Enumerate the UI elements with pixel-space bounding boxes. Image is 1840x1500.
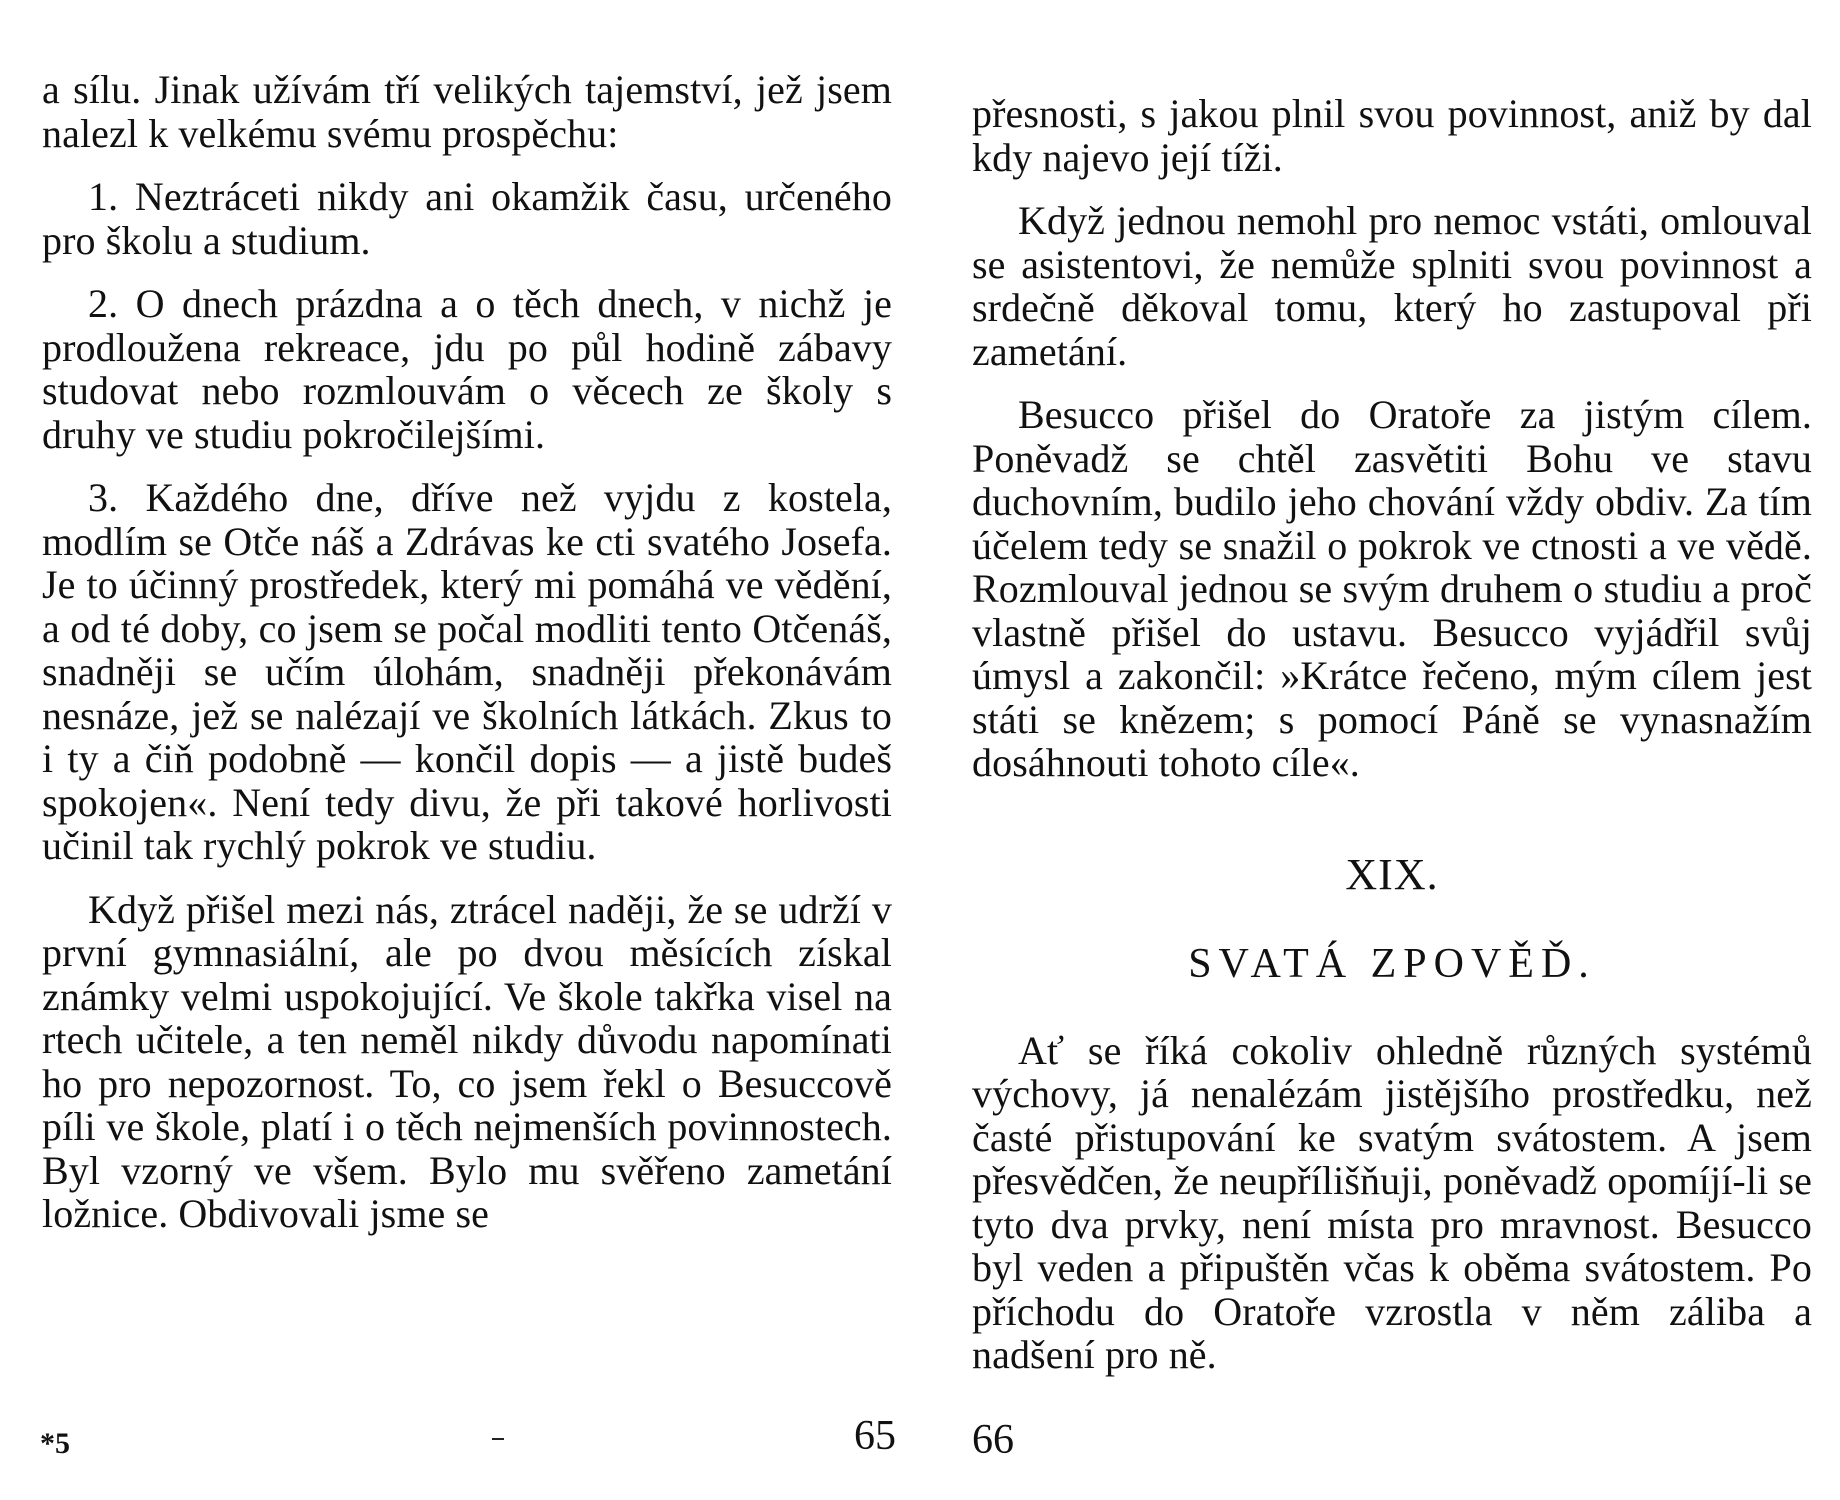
right-paragraph-4: Ať se říká cokoliv ohledně různých systémů výchovy, já nenalézám jistějšího prostředku, než časté přistupování ke svatým svátostem. A jsem přesvědčen, že neupřílišňuji, poněvadž opomíjí-li se tyto dva prvky, není místa pro mravnost. Besucco byl veden a připuštěn včas k oběma svátostem. Po příchodu do Oratoře vzrostla v něm záliba a nadšení pro ně. — [972, 1027, 1812, 1377]
right-page — [920, 0, 1840, 1500]
left-paragraph-1: a sílu. Jinak užívám tří velikých tajemství, jež jsem nalezl k velkému svému prospěchu: — [42, 67, 892, 156]
left-paragraph-5: Když přišel mezi nás, ztrácel naději, že se udrží v první gymnasiální, ale po dvou měsících získal známky velmi uspokojující. Ve škole takřka visel na rtech učitele, a ten neměl nikdy důvodu napomínati ho pro nepozornost. To, co jsem řekl o Besuccově píli ve škole, platí i o těch nejmenších povinnostech. Byl vzorný ve všem. Bylo mu svěřeno zametání ložnice. Obdivovali jsme se — [42, 886, 892, 1236]
page-number-66: 66 — [972, 1417, 1014, 1463]
ink-mark — [492, 1438, 504, 1440]
right-page-text — [972, 92, 1812, 1377]
signature-mark: *5 — [40, 1427, 70, 1460]
left-page-footer — [0, 1380, 920, 1500]
chapter-title: SVATÁ ZPOVĚĎ. — [1188, 940, 1596, 987]
left-paragraph-2: 1. Neztráceti nikdy ani okamžik času, určeného pro školu a studium. — [42, 174, 892, 263]
left-page-text — [42, 68, 892, 1236]
left-paragraph-4: 3. Každého dne, dříve než vyjdu z kostela, modlím se Otče náš a Zdrávas ke cti svatého Josefa. Je to účinný prostředek, který mi pomáhá ve vědění, a od té doby, co jsem se počal modliti tento Otčenáš, snadněji se učím úlohám, snadněji překonávám nesnáze, jež se nalézají ve školních látkách. Zkus to i ty a čiň podobně — končil dopis — a jistě budeš spokojen«. Není tedy divu, že při takové horlivosti učinil tak rychlý pokrok ve studiu. — [42, 475, 892, 868]
left-paragraph-3: 2. O dnech prázdna a o těch dnech, v nichž je prodloužena rekreace, jdu po půl hodině zábavy studovat nebo rozmlouvám o věcech ze školy s druhy ve studiu pokročilejšími. — [42, 281, 892, 457]
page-number-65: 65 — [854, 1413, 896, 1459]
right-paragraph-3: Besucco přišel do Oratoře za jistým cílem. Poněvadž se chtěl zasvětiti Bohu ve stavu duchovním, budilo jeho chování vždy obdiv. Za tím účelem tedy se snažil o pokrok ve ctnosti a ve vědě. Rozmlouval jednou se svým druhem o studiu a proč vlastně přišel do ustavu. Besucco vyjádřil svůj úmysl a zakončil: »Krátce řečeno, mým cílem jest státi se knězem; s pomocí Páně se vynasnažím dosáhnouti tohoto cíle«. — [972, 392, 1812, 785]
chapter-number: XIX. — [1345, 849, 1439, 899]
right-page-footer — [920, 1380, 1840, 1500]
right-paragraph-2: Když jednou nemohl pro nemoc vstáti, omlouval se asistentovi, že nemůže splniti svou povinnost a srdečně děkoval tomu, který ho zastupoval při zametání. — [972, 198, 1812, 374]
right-paragraph-1: přesnosti, s jakou plnil svou povinnost, aniž by dal kdy najevo její tíži. — [972, 91, 1812, 180]
